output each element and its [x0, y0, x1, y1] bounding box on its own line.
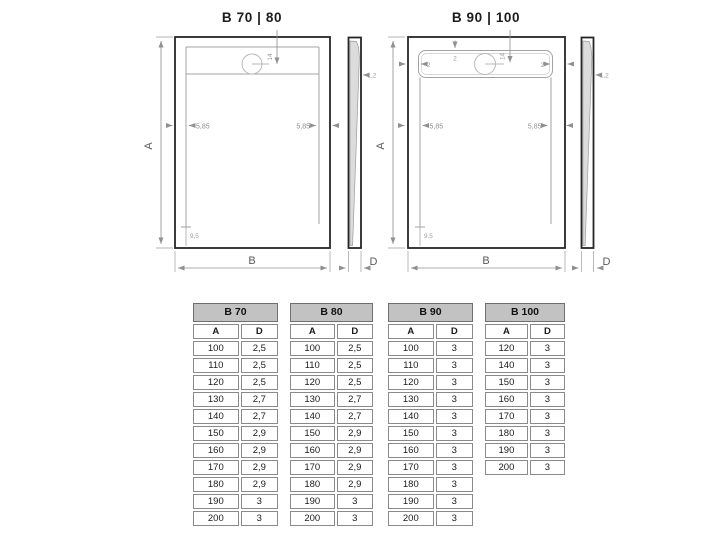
a-label: A: [143, 142, 155, 150]
cell-d: 2,9: [241, 477, 278, 492]
cell-d: 2,7: [337, 409, 373, 424]
table-row: [388, 443, 473, 458]
inset-dimension-left: [399, 124, 443, 131]
cell-a: 170: [388, 460, 434, 475]
table-row: [388, 460, 473, 475]
cell-a: 110: [388, 358, 434, 373]
tray-side-view: [349, 38, 377, 249]
cell-a: 150: [388, 426, 434, 441]
cell-a: 160: [193, 443, 239, 458]
size-table-b-100: [485, 303, 565, 475]
table-row: [388, 511, 473, 526]
table-row: [193, 511, 278, 526]
table-row: [388, 494, 473, 509]
table-row: [290, 511, 373, 526]
rim-thickness-label: 1,2: [367, 72, 377, 80]
table-row: [193, 494, 278, 509]
cell-a: A: [193, 324, 239, 339]
inset-dimension-left: [167, 124, 210, 131]
b-label: B: [482, 255, 490, 267]
table-row: [388, 392, 473, 407]
gap-top-label: 2: [453, 55, 457, 63]
table-row: [485, 460, 565, 475]
channel-gap-dimension-right: [540, 62, 573, 69]
cell-d: 2,9: [337, 460, 373, 475]
cell-d: 3: [436, 460, 473, 475]
bottom-offset-label: 9,5: [424, 233, 433, 240]
inset-left-label: 5,85: [429, 123, 444, 131]
cell-d: 2,7: [241, 392, 278, 407]
table-row: [290, 460, 373, 475]
table-row: [388, 358, 473, 373]
cell-a: 100: [193, 341, 239, 356]
cell-d: 3: [436, 443, 473, 458]
cell-a: 180: [193, 477, 239, 492]
table-row: [193, 443, 278, 458]
b-dimension: [175, 251, 330, 272]
cell-d: 2,5: [337, 341, 373, 356]
d-dimension: [340, 251, 378, 272]
cell-a: 120: [485, 341, 528, 356]
drain-offset-dimension: [500, 30, 511, 63]
a-label: A: [375, 142, 387, 150]
table-header-row: [193, 324, 278, 339]
cell-a: 180: [290, 477, 335, 492]
table-row: [193, 392, 278, 407]
table-row: [290, 375, 373, 390]
cell-a: 120: [193, 375, 239, 390]
table-header-row: [388, 324, 473, 339]
cell-d: 2,9: [337, 443, 373, 458]
cell-d: 3: [436, 375, 473, 390]
table-row: [193, 409, 278, 424]
table-row: [290, 494, 373, 509]
size-table-b-80: [290, 303, 373, 526]
cell-a: 170: [193, 460, 239, 475]
table-title: B 100: [485, 303, 565, 322]
table-row: [290, 392, 373, 407]
table-title: B 80: [290, 303, 373, 322]
cell-d: D: [530, 324, 565, 339]
channel-gap-dimension-top: [453, 41, 457, 63]
table-title: B 90: [388, 303, 473, 322]
drawing-title: B 70 | 80: [221, 10, 283, 25]
inset-dimension-right: [296, 124, 338, 131]
cell-d: 3: [436, 341, 473, 356]
table-row: [485, 443, 565, 458]
table-row: [193, 460, 278, 475]
table-row: [485, 358, 565, 373]
cell-d: 3: [530, 426, 565, 441]
table-row: [290, 341, 373, 356]
cell-a: 140: [485, 358, 528, 373]
cell-d: 3: [241, 494, 278, 509]
inset-left-label: 5,85: [196, 123, 210, 131]
cell-a: A: [485, 324, 528, 339]
cell-d: 2,5: [241, 341, 278, 356]
cell-a: 170: [290, 460, 335, 475]
cell-d: 3: [530, 460, 565, 475]
table-title: B 70: [193, 303, 278, 322]
table-row: [388, 375, 473, 390]
cell-d: 2,9: [337, 477, 373, 492]
bottom-offset-label: 9,5: [190, 233, 199, 240]
cell-d: 2,9: [337, 426, 373, 441]
cell-a: 100: [388, 341, 434, 356]
table-row: [388, 477, 473, 492]
table-row: [193, 426, 278, 441]
cell-d: 3: [241, 511, 278, 526]
cell-a: 190: [485, 443, 528, 458]
gap-right-label: 2: [540, 61, 544, 69]
cell-a: 190: [193, 494, 239, 509]
cell-a: 140: [193, 409, 239, 424]
table-row: [290, 426, 373, 441]
cell-d: 2,9: [241, 460, 278, 475]
drain-offset-label: 14: [267, 53, 274, 61]
cell-a: 120: [388, 375, 434, 390]
bottom-offset-dimension: [415, 227, 433, 246]
cell-d: 3: [530, 392, 565, 407]
d-dimension: [573, 251, 611, 272]
cell-a: 120: [290, 375, 335, 390]
cell-a: 190: [290, 494, 335, 509]
drawing-title: B 90 | 100: [451, 10, 521, 25]
cell-d: 3: [337, 494, 373, 509]
d-label: D: [602, 256, 611, 268]
cell-d: 3: [436, 358, 473, 373]
table-row: [290, 477, 373, 492]
cell-a: 160: [485, 392, 528, 407]
cell-d: 3: [530, 409, 565, 424]
cell-a: 130: [193, 392, 239, 407]
cell-d: D: [337, 324, 373, 339]
cell-a: 150: [193, 426, 239, 441]
table-row: [485, 392, 565, 407]
cell-d: 2,7: [337, 392, 373, 407]
cell-a: 180: [388, 477, 434, 492]
cell-a: 140: [388, 409, 434, 424]
d-label: D: [369, 256, 378, 268]
gap-left-label: 2: [427, 61, 431, 69]
cell-a: 130: [388, 392, 434, 407]
cell-d: 3: [530, 375, 565, 390]
tray-top-view-outline: [175, 37, 330, 248]
bottom-offset-dimension: [181, 227, 199, 246]
cell-d: D: [241, 324, 278, 339]
cell-d: D: [436, 324, 473, 339]
cell-d: 2,5: [241, 358, 278, 373]
cell-d: 3: [436, 426, 473, 441]
cell-d: 3: [530, 358, 565, 373]
table-row: [193, 358, 278, 373]
table-row: [290, 409, 373, 424]
cell-a: 170: [485, 409, 528, 424]
a-dimension: [375, 37, 405, 248]
cell-a: 130: [290, 392, 335, 407]
table-row: [485, 341, 565, 356]
cell-a: 180: [485, 426, 528, 441]
cell-a: 200: [193, 511, 239, 526]
cell-d: 3: [436, 409, 473, 424]
table-row: [485, 409, 565, 424]
table-row: [485, 426, 565, 441]
a-dimension: [143, 37, 173, 248]
drain-offset-label: 14: [499, 52, 507, 61]
cell-d: 3: [436, 477, 473, 492]
cell-d: 2,7: [241, 409, 278, 424]
table-row: [485, 375, 565, 390]
cell-a: A: [388, 324, 434, 339]
cell-d: 3: [436, 511, 473, 526]
drain-channel: [186, 47, 319, 227]
cell-a: 200: [388, 511, 434, 526]
cell-d: 3: [436, 392, 473, 407]
cell-a: 110: [193, 358, 239, 373]
cell-a: 140: [290, 409, 335, 424]
cell-a: 110: [290, 358, 335, 373]
cell-a: 100: [290, 341, 335, 356]
table-row: [193, 341, 278, 356]
cell-a: 160: [388, 443, 434, 458]
cell-a: 200: [485, 460, 528, 475]
b-label: B: [248, 255, 256, 267]
cell-a: 150: [485, 375, 528, 390]
table-row: [290, 358, 373, 373]
cell-a: 200: [290, 511, 335, 526]
size-table-b-70: [193, 303, 278, 526]
table-row: [388, 409, 473, 424]
table-header-row: [485, 324, 565, 339]
cell-d: 2,9: [241, 426, 278, 441]
cell-d: 3: [530, 443, 565, 458]
cell-d: 3: [436, 494, 473, 509]
table-header-row: [290, 324, 373, 339]
table-row: [193, 375, 278, 390]
cell-d: 2,5: [337, 358, 373, 373]
tray-side-view: [582, 38, 610, 249]
drawing-b70-80: [143, 10, 378, 272]
cell-a: 150: [290, 426, 335, 441]
inset-right-label: 5,85: [296, 123, 310, 131]
table-row: [388, 341, 473, 356]
drawing-b90-100: [375, 10, 611, 272]
b-dimension: [408, 251, 565, 272]
cell-d: 2,5: [241, 375, 278, 390]
channel-gap-dimension-left: [400, 62, 431, 69]
cell-d: 2,9: [241, 443, 278, 458]
table-row: [388, 426, 473, 441]
inset-right-label: 5,85: [527, 123, 542, 131]
cell-d: 3: [530, 341, 565, 356]
rim-thickness-label: 1,2: [600, 72, 609, 80]
cell-a: 160: [290, 443, 335, 458]
cell-d: 2,5: [337, 375, 373, 390]
table-row: [193, 477, 278, 492]
cell-d: 3: [337, 511, 373, 526]
cell-a: A: [290, 324, 335, 339]
cell-a: 190: [388, 494, 434, 509]
table-row: [290, 443, 373, 458]
size-table-b-90: [388, 303, 473, 526]
drain-channel: [419, 51, 553, 228]
